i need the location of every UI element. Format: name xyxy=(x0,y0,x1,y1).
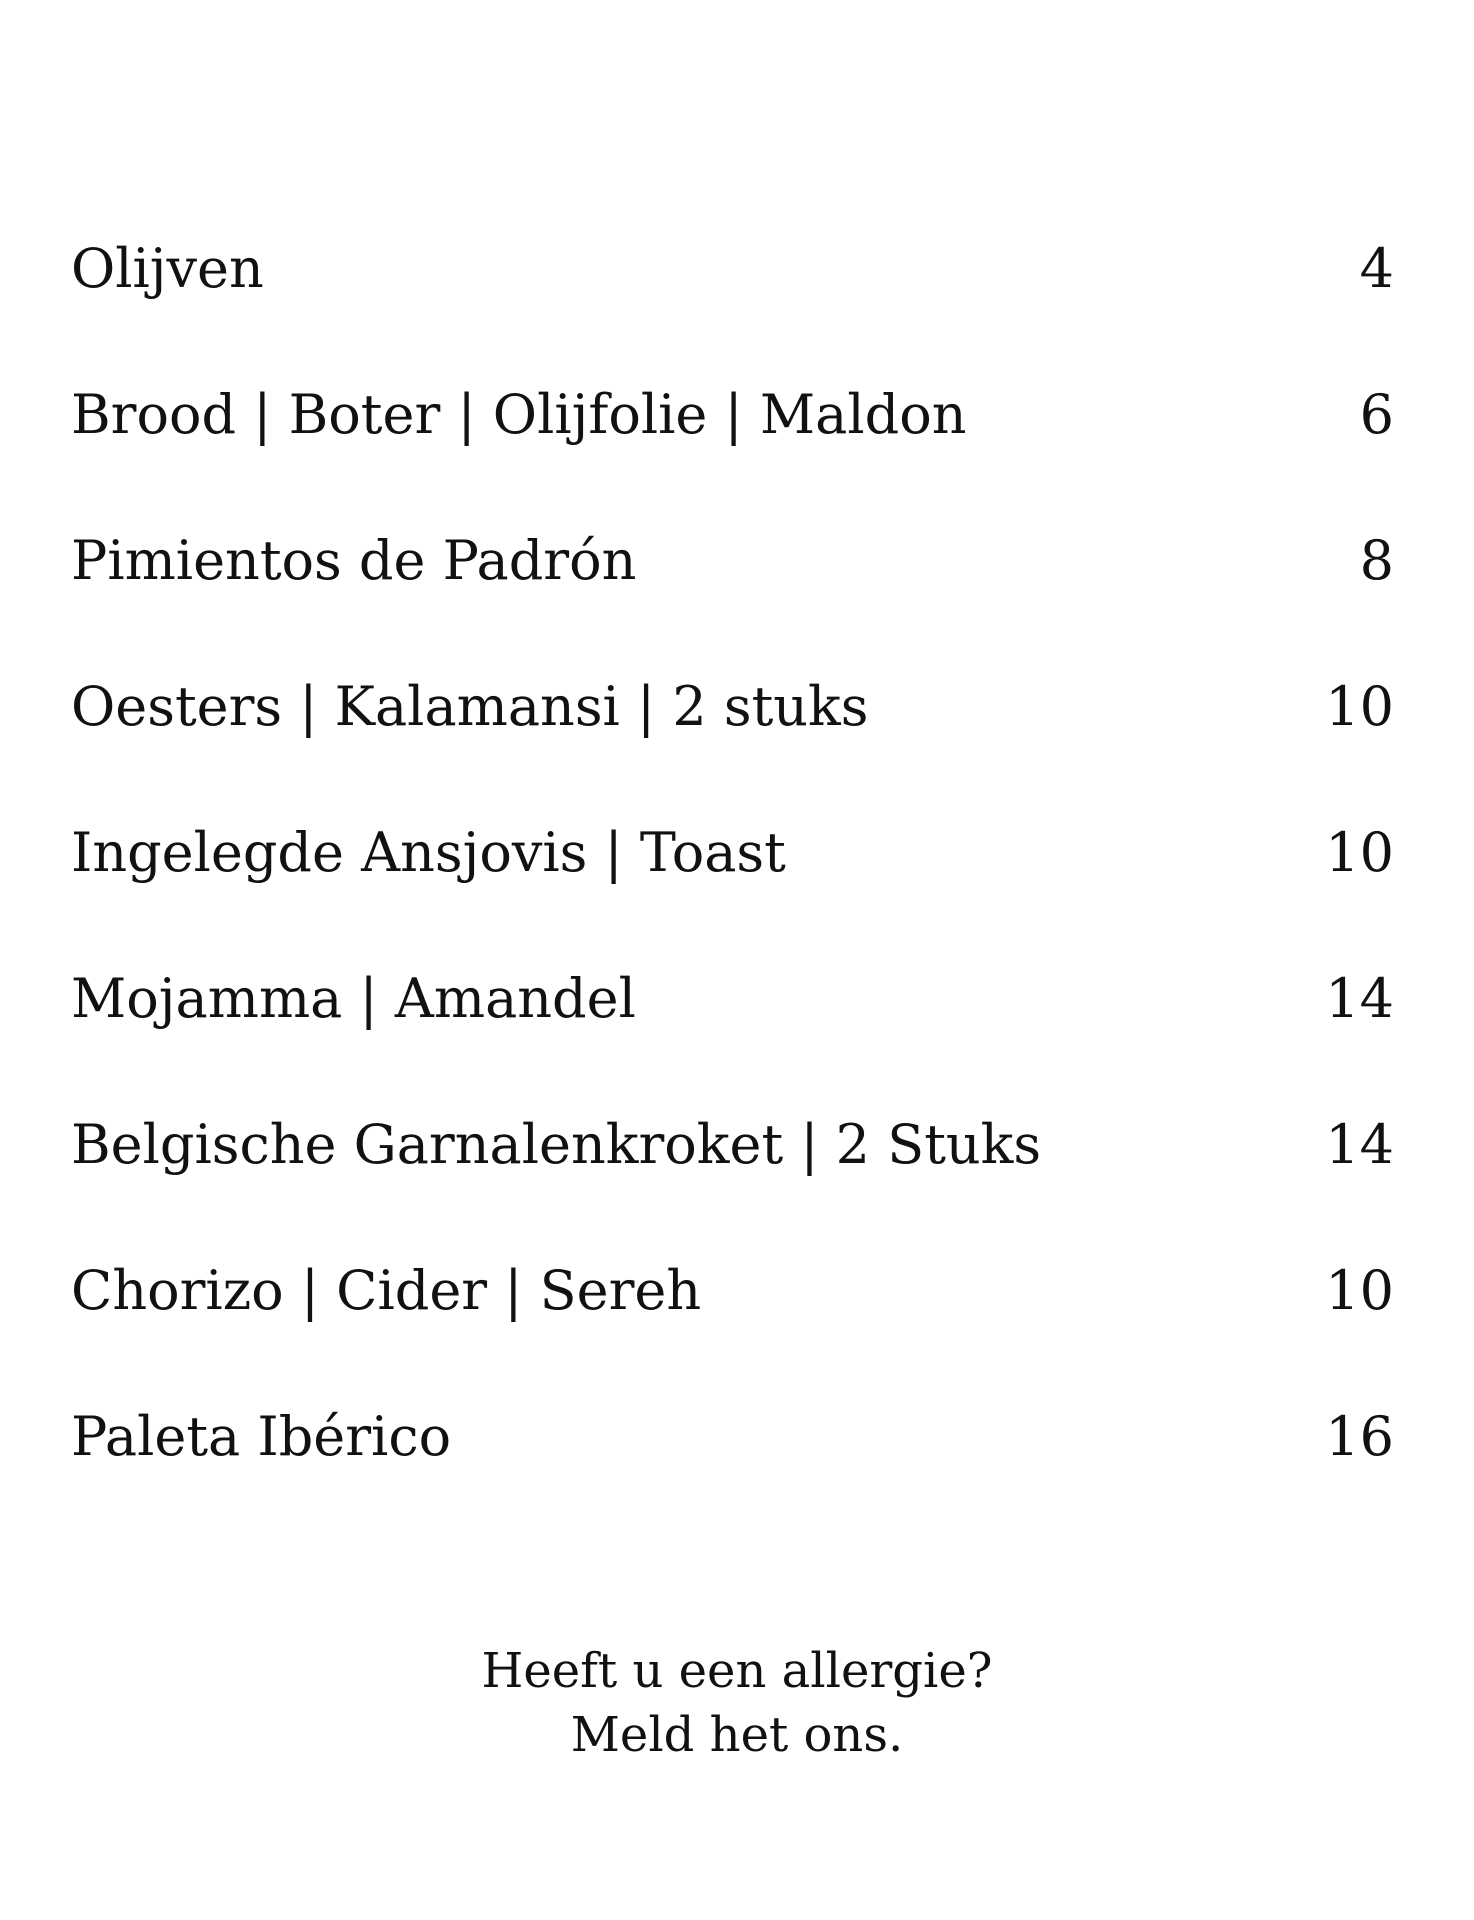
menu-item xyxy=(71,342,1394,488)
menu-item-price: 6 xyxy=(1359,383,1394,446)
menu-item-price: 14 xyxy=(1325,1113,1394,1176)
menu-item-price: 16 xyxy=(1325,1405,1394,1468)
menu-item-name: Olijven xyxy=(71,237,264,300)
menu-item xyxy=(71,196,1394,342)
menu-item xyxy=(71,488,1394,634)
menu-item-price: 10 xyxy=(1325,821,1394,884)
menu-item-price: 4 xyxy=(1359,237,1394,300)
allergy-notice xyxy=(0,1639,1474,1767)
menu-item-price: 14 xyxy=(1325,967,1394,1030)
menu-item-name: Paleta Ibérico xyxy=(71,1405,452,1468)
menu-item xyxy=(71,1218,1394,1364)
menu-item xyxy=(71,780,1394,926)
menu-item xyxy=(71,1072,1394,1218)
menu-item xyxy=(71,634,1394,780)
menu-item-name: Pimientos de Padrón xyxy=(71,529,637,592)
menu-item-price: 8 xyxy=(1359,529,1394,592)
allergy-notice-line1: Heeft u een allergie? xyxy=(481,1643,993,1699)
menu-item-name: Oesters | Kalamansi | 2 stuks xyxy=(71,675,869,738)
menu-item-name: Mojamma | Amandel xyxy=(71,967,636,1030)
menu-item-name: Brood | Boter | Olijfolie | Maldon xyxy=(71,383,967,446)
menu-item xyxy=(71,1364,1394,1510)
menu-item-price: 10 xyxy=(1325,1259,1394,1322)
menu-item-name: Ingelegde Ansjovis | Toast xyxy=(71,821,786,884)
menu-item-name: Belgische Garnalenkroket | 2 Stuks xyxy=(71,1113,1042,1176)
menu-item xyxy=(71,926,1394,1072)
menu-item-price: 10 xyxy=(1325,675,1394,738)
allergy-notice-line2: Meld het ons. xyxy=(570,1707,904,1763)
menu-list xyxy=(71,196,1394,1510)
menu-item-name: Chorizo | Cider | Sereh xyxy=(71,1259,702,1322)
